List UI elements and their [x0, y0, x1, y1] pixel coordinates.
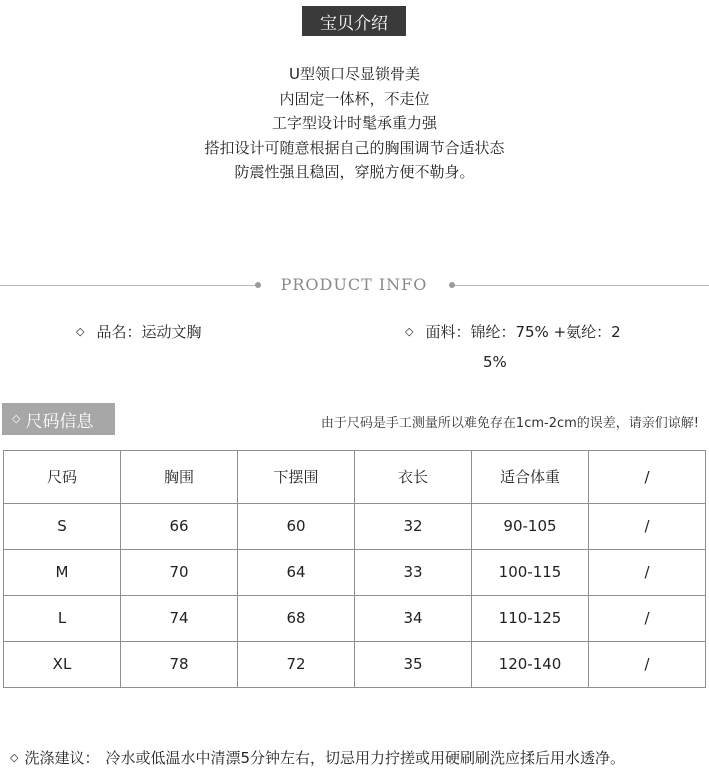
table-cell: 90-105 — [472, 503, 589, 549]
table-cell: 33 — [355, 549, 472, 595]
table-cell: 70 — [121, 549, 238, 595]
table-cell: / — [589, 641, 706, 687]
table-cell: 74 — [121, 595, 238, 641]
table-cell: XL — [4, 641, 121, 687]
table-cell: 120-140 — [472, 641, 589, 687]
size-table — [3, 450, 706, 688]
table-cell: 72 — [238, 641, 355, 687]
diamond-bullet-icon: ◇ — [10, 751, 19, 764]
section-title: 宝贝介绍 — [320, 13, 388, 34]
table-header-row — [4, 451, 706, 504]
fabric-composition: 面料：锦纶：75% +氨纶：2 — [425, 323, 621, 341]
table-cell: 35 — [355, 641, 472, 687]
size-error-note: 由于尺码是手工测量所以难免存在1cm-2cm的误差，请亲们谅解! — [320, 416, 699, 431]
table-cell: 64 — [238, 549, 355, 595]
table-cell: 110-125 — [472, 595, 589, 641]
product-name: 品名：运动文胸 — [96, 323, 202, 341]
size-info-tag — [2, 403, 115, 435]
intro-line: 搭扣设计可随意根据自己的胸围调节合适状态 — [204, 138, 505, 157]
size-info-title: 尺码信息 — [25, 411, 94, 432]
washing-label: 洗涤建议： — [24, 749, 100, 767]
washing-advice — [10, 747, 625, 768]
diamond-bullet-icon: ◇ — [405, 325, 414, 338]
table-row — [4, 641, 706, 687]
table-cell: L — [4, 595, 121, 641]
table-row — [4, 549, 706, 595]
table-header-cell: / — [589, 451, 706, 504]
table-cell: 32 — [355, 503, 472, 549]
table-header-cell: 衣长 — [355, 451, 472, 504]
diamond-bullet-icon: ◇ — [76, 325, 85, 338]
fabric-item — [405, 318, 621, 376]
table-cell: / — [589, 549, 706, 595]
table-cell: M — [4, 549, 121, 595]
divider-line-left — [0, 285, 255, 286]
table-cell: 66 — [121, 503, 238, 549]
intro-line: U型领口尽显锁骨美 — [289, 65, 420, 83]
table-cell: 100-115 — [472, 549, 589, 595]
table-row — [4, 595, 706, 641]
table-cell: S — [4, 503, 121, 549]
table-cell: / — [589, 503, 706, 549]
divider-dot-left — [255, 282, 261, 288]
intro-line: 防震性强且稳固，穿脱方便不勒身。 — [234, 163, 475, 181]
section-title-badge — [302, 6, 406, 36]
table-cell: 60 — [238, 503, 355, 549]
table-header-cell: 尺码 — [4, 451, 121, 504]
fabric-composition-cont: 5% — [483, 353, 507, 371]
product-info-heading: PRODUCT INFO — [280, 275, 428, 294]
table-cell: 78 — [121, 641, 238, 687]
table-header-cell: 下摆围 — [238, 451, 355, 504]
intro-line: 内固定一体杯，不走位 — [279, 89, 430, 108]
product-info-heading-row — [0, 272, 709, 298]
product-intro — [0, 62, 709, 185]
product-name-item — [76, 318, 201, 348]
intro-line: 工字型设计时髦承重力强 — [271, 114, 437, 132]
table-header-cell: 适合体重 — [472, 451, 589, 504]
divider-line-right — [455, 285, 709, 286]
table-header-cell: 胸围 — [121, 451, 238, 504]
table-cell: 34 — [355, 595, 472, 641]
table-cell: / — [589, 595, 706, 641]
washing-text: 冷水或低温水中清漂5分钟左右，切忌用力拧搓或用硬刷刷洗应揉后用水透净。 — [105, 749, 626, 767]
diamond-bullet-icon: ◇ — [12, 411, 21, 425]
table-cell: 68 — [238, 595, 355, 641]
table-row — [4, 503, 706, 549]
